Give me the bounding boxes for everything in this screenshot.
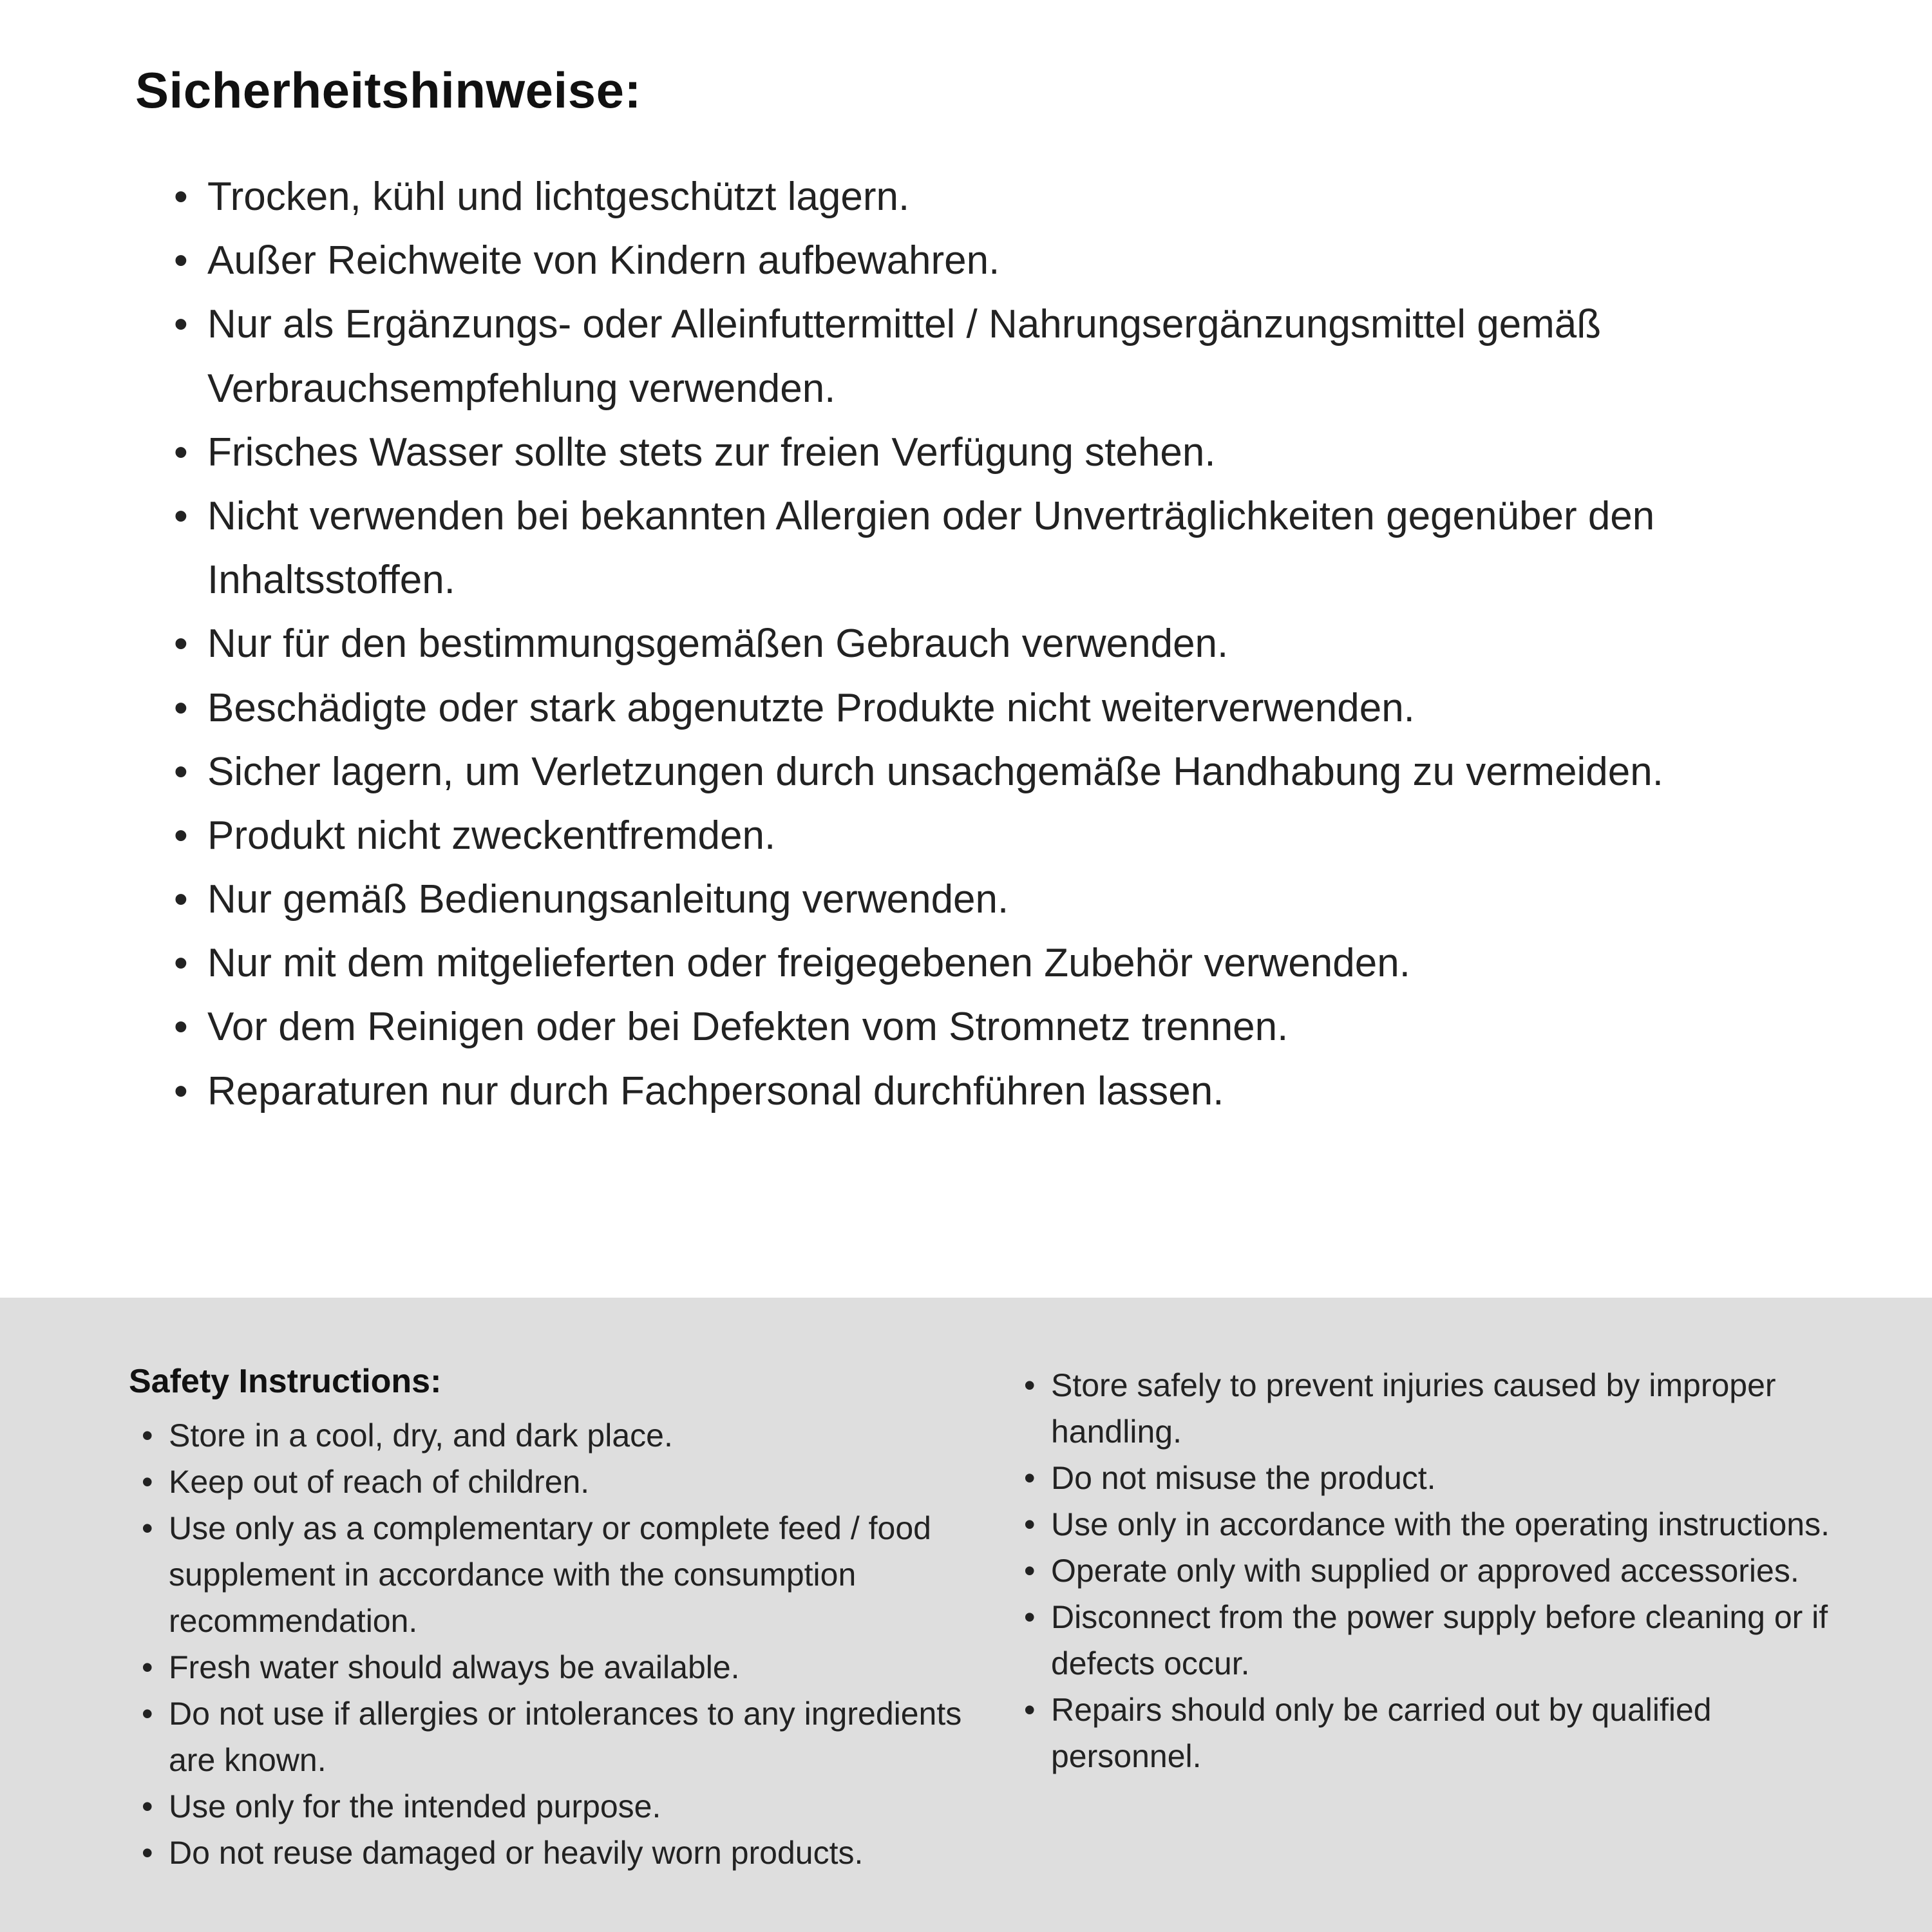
list-item: • Use only as a complementary or complete feed / food supplement in accordance with the consumption recommendation.	[142, 1505, 966, 1644]
list-item: • Beschädigte oder stark abgenutzte Produkte nicht weiterverwenden.	[174, 676, 1777, 740]
list-item: • Sicher lagern, um Verletzungen durch unsachgemäße Handhabung zu vermeiden.	[174, 740, 1777, 804]
list-item: • Use only in accordance with the operating instructions.	[1024, 1501, 1861, 1548]
english-safety-section	[0, 1298, 1932, 1932]
list-item: • Keep out of reach of children.	[142, 1459, 966, 1505]
list-item: • Do not reuse damaged or heavily worn products.	[142, 1830, 966, 1876]
list-item: • Store safely to prevent injuries caused by improper handling.	[1024, 1362, 1861, 1455]
list-item: • Use only for the intended purpose.	[142, 1783, 966, 1830]
english-safety-list-right	[1024, 1362, 1861, 1779]
list-item: • Trocken, kühl und lichtgeschützt lagern.	[174, 165, 1777, 229]
list-item: • Operate only with supplied or approved accessories.	[1024, 1548, 1861, 1594]
list-item: • Frisches Wasser sollte stets zur freien Verfügung stehen.	[174, 421, 1777, 484]
list-item: • Do not use if allergies or intolerances to any ingredients are known.	[142, 1690, 966, 1783]
german-heading: Sicherheitshinweise:	[135, 62, 641, 118]
list-item: • Nur mit dem mitgelieferten oder freigegebenen Zubehör verwenden.	[174, 931, 1777, 995]
english-safety-list-left	[142, 1412, 966, 1876]
list-item: • Do not misuse the product.	[1024, 1455, 1861, 1501]
list-item: • Vor dem Reinigen oder bei Defekten vom Stromnetz trennen.	[174, 995, 1777, 1059]
list-item: • Außer Reichweite von Kindern aufbewahren.	[174, 229, 1777, 292]
english-right-column	[1024, 1362, 1861, 1932]
list-item: • Nur für den bestimmungsgemäßen Gebrauch verwenden.	[174, 612, 1777, 676]
list-item: • Nicht verwenden bei bekannten Allergien oder Unverträglichkeiten gegenüber den Inhaltsstoffen.	[174, 484, 1777, 612]
list-item: • Store in a cool, dry, and dark place.	[142, 1412, 966, 1459]
list-item: • Nur gemäß Bedienungsanleitung verwenden.	[174, 867, 1777, 931]
list-item: • Fresh water should always be available.	[142, 1644, 966, 1690]
list-item: • Repairs should only be carried out by qualified personnel.	[1024, 1687, 1861, 1779]
list-item: • Disconnect from the power supply before cleaning or if defects occur.	[1024, 1594, 1861, 1687]
list-item: • Produkt nicht zweckentfremden.	[174, 804, 1777, 867]
german-safety-list	[174, 165, 1777, 1123]
english-left-column	[129, 1362, 966, 1932]
english-heading: Safety Instructions:	[129, 1363, 442, 1400]
list-item: • Nur als Ergänzungs- oder Alleinfuttermittel / Nahrungsergänzungsmittel gemäß Verbrauchsempfehlung verwenden.	[174, 292, 1777, 420]
list-item: • Reparaturen nur durch Fachpersonal durchführen lassen.	[174, 1059, 1777, 1123]
